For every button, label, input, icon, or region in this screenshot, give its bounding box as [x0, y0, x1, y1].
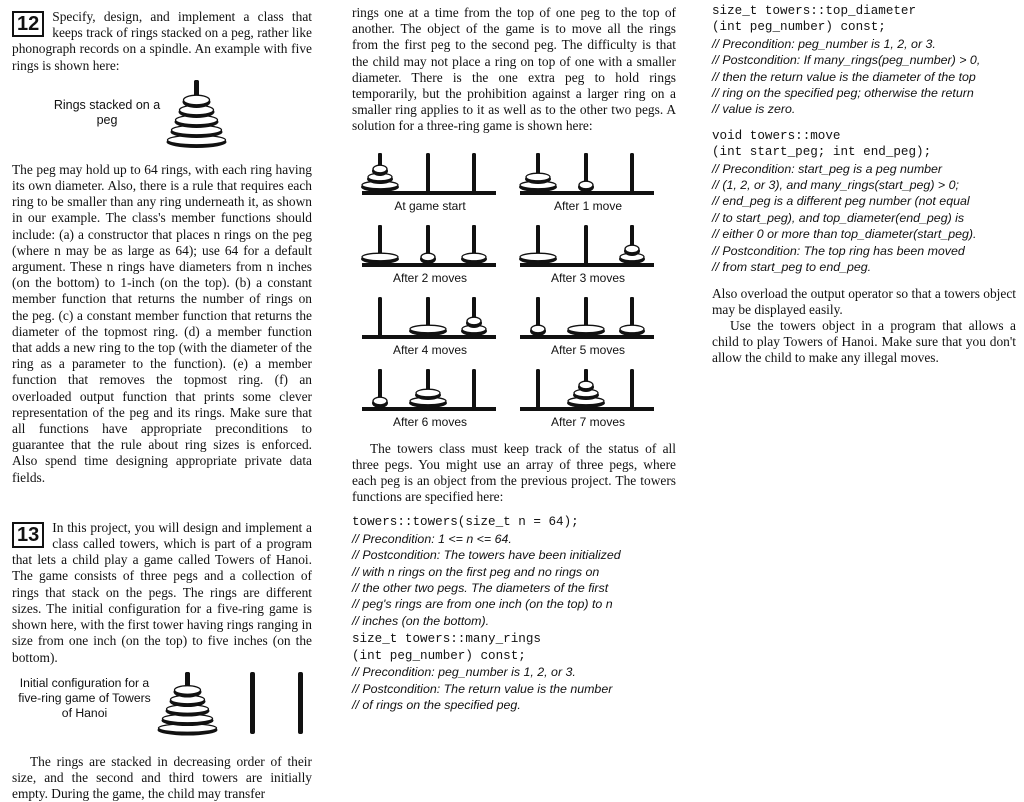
move-label: After 2 moves	[392, 270, 468, 285]
figure-label-initial-configuration: Initial configuration for a five-ring game of Towers of Hanoi	[18, 675, 151, 720]
ring-1-top	[625, 245, 639, 253]
ring-3-top	[362, 253, 398, 261]
top-diameter-spec	[712, 3, 1016, 118]
peg-tip	[378, 369, 382, 379]
ring-1-top	[467, 317, 481, 325]
move-spec	[712, 128, 1016, 276]
figure-initial-configuration	[12, 672, 312, 746]
move-panel	[360, 289, 500, 357]
peg-3	[472, 369, 476, 409]
move-label: After 3 moves	[550, 270, 626, 285]
move-panel	[518, 289, 658, 357]
constructor-spec	[352, 514, 676, 629]
project-13	[12, 520, 312, 666]
peg-tip	[426, 369, 430, 379]
many-rings-comments: // Precondition: peg_number is 1, 2, or 3. // Postcondition: The return value is the number // of rings on the specified peg.	[352, 665, 613, 712]
peg-3	[630, 153, 634, 193]
many-rings-spec	[352, 631, 676, 713]
hanoi-board	[360, 217, 500, 271]
move-label: At game start	[394, 198, 466, 213]
figure-rings-on-peg	[12, 78, 312, 152]
peg-tip	[584, 369, 588, 379]
project-13-body: The rings are stacked in decreasing order of their size, and the second and third towers are initially empty. During the game, the child may transfer	[12, 753, 312, 802]
tower-3-post	[298, 672, 303, 734]
peg-1	[536, 369, 540, 409]
project-number-13: 13	[12, 522, 44, 548]
ring-1-top	[579, 181, 593, 189]
ring-1-top	[531, 325, 545, 333]
move-label: After 1 move	[553, 198, 623, 213]
ring-3-top	[410, 325, 446, 333]
column-3-paragraph-2: Use the towers object in a program that allows a child to play Towers of Hanoi. Make sure that you don't allow the child to make any illegal moves.	[712, 317, 1016, 366]
ring-1-top	[184, 95, 210, 105]
peg-tip	[426, 225, 430, 235]
peg-tip	[472, 225, 476, 235]
towers-initial-illustration	[152, 672, 312, 736]
hanoi-board	[360, 289, 500, 343]
constructor-comments: // Precondition: 1 <= n <= 64. // Postcondition: The towers have been initialized // with n rings on the first peg and no rings on // the other two pegs. The diameters of the first // peg's rings are from one inch (on the top) to n // inches (on the bottom).	[352, 531, 621, 628]
ring-1-top	[579, 381, 593, 389]
project-12-intro: Specify, design, and implement a class that keeps track of rings stacked on a peg, rather like phonograph records on a spindle. An example with five rings is shown here:	[12, 9, 312, 73]
peg-tip	[630, 297, 634, 307]
ring-1-top	[373, 165, 387, 173]
project-12-body: The peg may hold up to 64 rings, with each ring having its own diameter. Also, there is a rule that requires each ring to be smaller than any ring underneath it, as shown in our example. The class's member functions should include: (a) a constructor that places n rings on the peg (where n may be as large as 64); use 64 for a default argument. These n rings have diameters from n inches (on the bottom) to 1-inch (on the top). (b) a constant member function that returns the number of rings on the peg. (c) a constant member function that returns the diameter of the topmost ring. (d) a member function that adds a new ring to the top (with the diameter of the ring as a parameter to the function). (e) a member function that removes the topmost ring. (f) an overloaded output function that prints some clever representation of the peg and its rings. Make sure that all functions have appropriate preconditions to guarantee that the rule about ring sizes is enforced. Also spend time designing appropriate private data fields.	[12, 161, 312, 485]
tower-ring-1-top	[175, 685, 201, 694]
hanoi-board	[360, 361, 500, 415]
many-rings-signature: size_t towers::many_rings (int peg_number) const;	[352, 632, 541, 663]
tower-2-post	[250, 672, 255, 734]
peg-tip	[426, 297, 430, 307]
peg-tip	[472, 297, 476, 307]
peg-3	[630, 369, 634, 409]
peg-2	[426, 153, 430, 193]
peg-tip	[536, 225, 540, 235]
ring-2-top	[462, 253, 486, 261]
column-2	[352, 0, 676, 713]
move-panel	[518, 145, 658, 213]
top-diameter-comments: // Precondition: peg_number is 1, 2, or 3. // Postcondition: If many_rings(peg_number) > 0, // then the return value is the diameter of the top // ring on the specified peg; otherwise the return // value is zero.	[712, 36, 981, 117]
peg-tip	[536, 297, 540, 307]
move-panel	[518, 217, 658, 285]
hanoi-board	[518, 217, 658, 271]
project-number-12: 12	[12, 11, 44, 37]
top-diameter-signature: size_t towers::top_diameter (int peg_number) const;	[712, 4, 917, 35]
hanoi-board	[518, 361, 658, 415]
peg-tip	[584, 153, 588, 163]
ring-1-top	[421, 253, 435, 261]
peg-tip	[584, 297, 588, 307]
move-panel	[360, 361, 500, 429]
project-13-intro: In this project, you will design and implement a class called towers, which is part of a program that lets a child play a game called Towers of Hanoi. The game consists of three pegs and a collection of rings that stack on the pegs. The rings are different sizes. The initial configuration for a five-ring game is shown here, with the first tower having rings ranging in size from one inch (on the top) to five inches (on the bottom).	[12, 519, 312, 665]
move-label: After 4 moves	[392, 342, 468, 357]
project-12	[12, 9, 312, 74]
move-label: After 6 moves	[392, 414, 468, 429]
tower-1-tip	[185, 672, 190, 684]
ring-2-top	[416, 389, 440, 397]
move-panel	[518, 361, 658, 429]
ring-3-top	[520, 253, 556, 261]
ring-1-top	[373, 397, 387, 405]
move-signature: void towers::move (int start_peg; int end_peg);	[712, 128, 932, 160]
column-2-paragraph-2: The towers class must keep track of the status of all three pegs. You might use an array of three pegs, where each peg is an object from the previous project. The towers functions are specified here:	[352, 440, 676, 505]
peg-tip	[194, 80, 199, 94]
move-label: After 7 moves	[550, 414, 626, 429]
peg-3	[472, 153, 476, 193]
figure-label-rings-on-peg: Rings stacked on a peg	[53, 97, 161, 127]
move-comments: // Precondition: start_peg is a peg number // (1, 2, or 3), and many_rings(start_peg) > 0; // end_peg is a different peg number (not equal // to start_peg), and top_diameter(end_peg) is // either 0 or more than top_diameter(start_peg). // Postcondition: The top ring has been moved // from start_peg to end_peg.	[712, 161, 977, 275]
constructor-signature: towers::towers(size_t n = 64);	[352, 515, 579, 530]
column-1	[12, 0, 312, 802]
ring-2-top	[526, 173, 550, 181]
hanoi-board	[360, 145, 500, 199]
peg-tip	[630, 225, 634, 235]
ring-3-top	[568, 325, 604, 333]
peg-tip	[378, 225, 382, 235]
peg-tip	[378, 153, 382, 163]
hanoi-board	[518, 289, 658, 343]
column-3-paragraph-1: Also overload the output operator so that a towers object may be displayed easily.	[712, 285, 1016, 317]
peg-1	[378, 297, 382, 337]
move-panel	[360, 217, 500, 285]
rings-on-peg-illustration	[162, 78, 232, 152]
hanoi-board	[518, 145, 658, 199]
ring-2-top	[620, 325, 644, 333]
move-label: After 5 moves	[550, 342, 626, 357]
move-panel	[360, 145, 500, 213]
three-ring-solution-figure	[352, 145, 676, 435]
peg-2	[584, 225, 588, 265]
column-2-paragraph-1: rings one at a time from the top of one peg to the top of another. The object of the game is to move all the rings from the first peg to the second peg. The difficulty is that the child may not place a ring on top of one with a smaller diameter. There is the one extra peg to hold rings temporarily, but the prohibition against a larger ring on a smaller ring applies to it as well as to the other two pegs. A solution for a three-ring game is shown here:	[352, 5, 676, 134]
column-3	[712, 0, 1016, 367]
peg-tip	[536, 153, 540, 163]
